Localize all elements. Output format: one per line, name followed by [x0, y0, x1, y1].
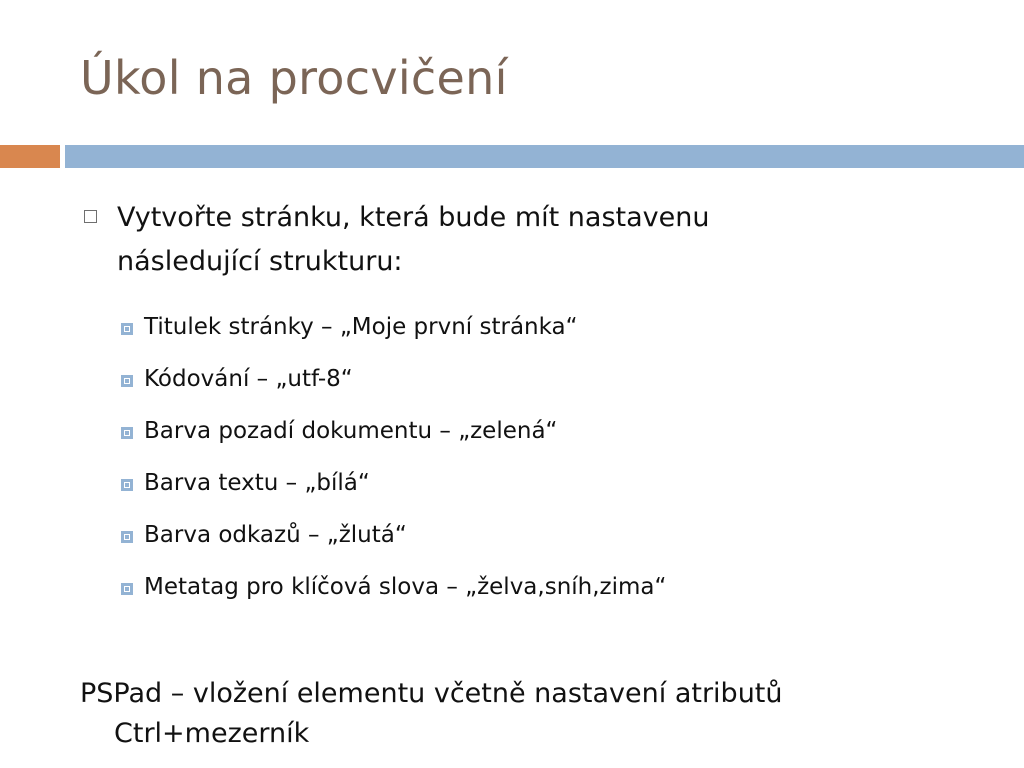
sub-bullet-text: Barva textu – „bílá“	[144, 470, 370, 497]
slide-title: Úkol na procvičení	[80, 51, 508, 105]
accent-bar-blue	[65, 145, 1024, 168]
square-outline-icon	[84, 210, 97, 223]
sub-bullet-text: Barva odkazů – „žlutá“	[144, 522, 407, 549]
sub-bullet-text: Metatag pro klíčová slova – „želva,sníh,zima“	[144, 574, 667, 601]
square-bullet-icon	[121, 583, 133, 595]
square-bullet-icon	[121, 479, 133, 491]
square-bullet-icon	[121, 323, 133, 335]
main-bullet-text: Vytvořte stránku, která bude mít nastavenu následující strukturu:	[117, 202, 710, 277]
note-line-1: PSPad – vložení elementu včetně nastavení atributů	[80, 678, 783, 709]
sub-bullet-item	[121, 562, 881, 614]
square-bullet-icon	[121, 427, 133, 439]
main-bullet	[84, 196, 844, 284]
sub-bullet-item	[121, 302, 881, 354]
sub-bullet-item	[121, 354, 881, 406]
sub-bullet-text: Barva pozadí dokumentu – „zelená“	[144, 418, 558, 445]
sub-bullet-item	[121, 406, 881, 458]
sub-bullet-text: Kódování – „utf-8“	[144, 366, 353, 393]
sub-bullet-text: Titulek stránky – „Moje první stránka“	[144, 314, 578, 341]
main-bullet-row	[84, 196, 844, 284]
note-line-2: Ctrl+mezerník	[114, 718, 310, 749]
sub-bullet-list	[121, 302, 881, 614]
pspad-note	[80, 674, 940, 754]
square-bullet-icon	[121, 375, 133, 387]
sub-bullet-item	[121, 510, 881, 562]
square-bullet-icon	[121, 531, 133, 543]
accent-bar-orange	[0, 145, 60, 168]
sub-bullet-item	[121, 458, 881, 510]
